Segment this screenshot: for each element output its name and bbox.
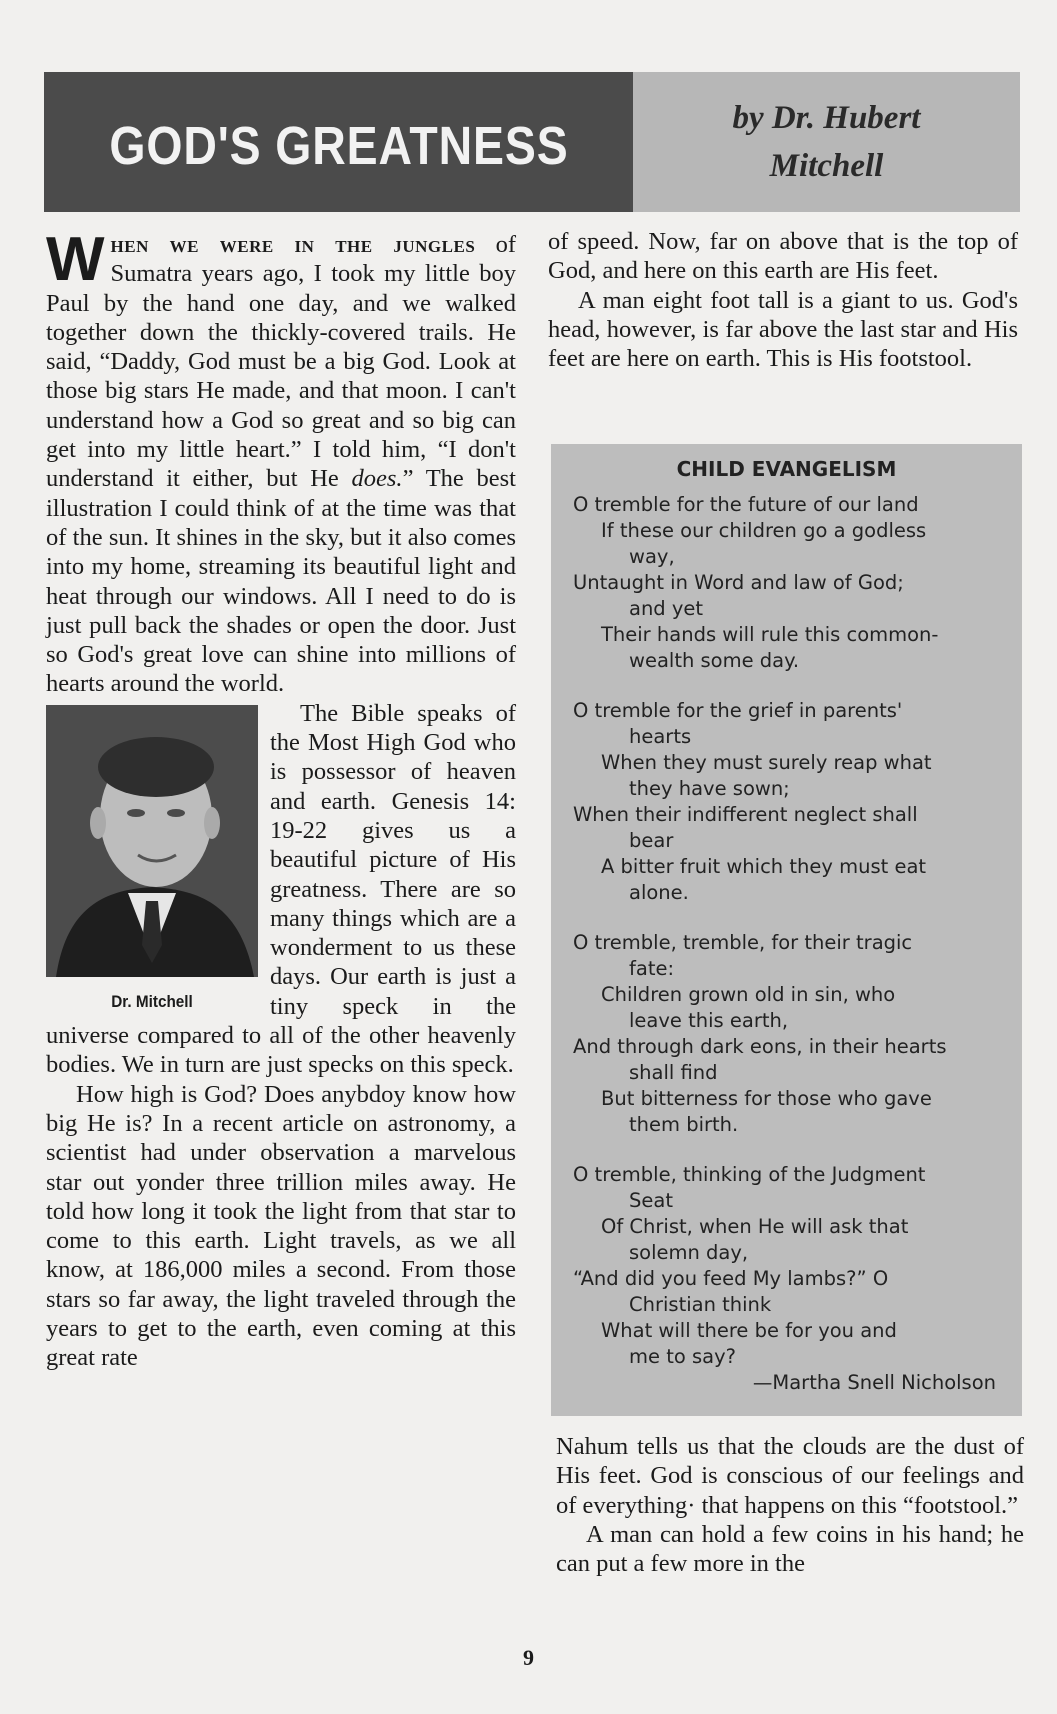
paragraph-6: A man can hold a few coins in his hand; he can put a few more in the bbox=[556, 1520, 1024, 1578]
article-header bbox=[44, 72, 1020, 212]
poem-line: O tremble for the grief in parents' bbox=[573, 699, 903, 722]
poem-line: solemn day, bbox=[629, 1241, 749, 1264]
poem-stanza-3 bbox=[551, 930, 1022, 1138]
paragraph-5: Nahum tells us that the clouds are the dust of His feet. God is conscious of our feelings and of everything· that happens on this “footstool.” bbox=[556, 1433, 1024, 1519]
poem-stanza-2 bbox=[551, 698, 1022, 906]
author-photo bbox=[46, 705, 258, 977]
left-column bbox=[46, 225, 517, 1373]
portrait-image bbox=[46, 705, 258, 977]
poem-line: Christian think bbox=[629, 1293, 772, 1316]
poem-line: O tremble for the future of our land bbox=[573, 493, 919, 516]
author-photo-figure bbox=[46, 705, 258, 1016]
poem-line: What will there be for you and bbox=[601, 1319, 897, 1342]
poem-line: Seat bbox=[629, 1189, 673, 1212]
poem-line: Of Christ, when He will ask that bbox=[601, 1215, 909, 1238]
byline-line-1: by Dr. Hubert bbox=[732, 100, 921, 136]
poem-line: And through dark eons, in their hearts bbox=[573, 1035, 947, 1058]
paragraph-4: A man eight foot tall is a giant to us. God's head, however, is far above the last star and His feet are here on earth. This is His footstool. bbox=[548, 286, 1018, 373]
page-number: 9 bbox=[523, 1645, 534, 1670]
poem-line: If these our children go a godless bbox=[601, 519, 927, 542]
paragraph-1-end: ” The best illustration I could think of at the time was that of the sun. It shines in the sky, but it also comes into my home, streaming its beautiful light and heat through our windows. All I need to do is just pull back the shades or open the door. Just so God's great love can shine into millions of hearts around the world. bbox=[46, 465, 516, 698]
poem-line: Their hands will rule this common- bbox=[601, 623, 939, 646]
paragraph-2-text: The Bible speaks of the Most High God who is possessor of heaven and earth. Genesis 14: 19-22 gives us a beautiful picture of His greatness. There are so many things which are a wonderment to us these days. Our earth is just a tiny speck in the universe compared to all of the other heavenly bodies. We in turn are just specks on this speck. bbox=[46, 699, 516, 1079]
byline-block bbox=[633, 72, 1020, 212]
paragraph-1-italic: does. bbox=[351, 465, 403, 493]
poem-line: O tremble, tremble, for their tragic bbox=[573, 931, 913, 954]
poem-line: shall find bbox=[629, 1061, 718, 1084]
byline-line-2: Mitchell bbox=[769, 148, 884, 184]
poem-line: But bitterness for those who gave bbox=[601, 1087, 932, 1110]
poem-line: “And did you feed My lambs?” O bbox=[573, 1267, 889, 1290]
poem-line: When they must surely reap what bbox=[601, 751, 932, 774]
paragraph-2 bbox=[46, 699, 516, 1080]
poem-line: Untaught in Word and law of God; bbox=[573, 571, 904, 594]
poem-line: O tremble, thinking of the Judgment bbox=[573, 1163, 926, 1186]
photo-caption: Dr. Mitchell bbox=[111, 991, 193, 1011]
poem-line: me to say? bbox=[629, 1345, 736, 1368]
lead-smallcaps: hen we were in the jungles bbox=[110, 231, 476, 258]
title-block bbox=[44, 72, 633, 212]
poem-line: way, bbox=[629, 545, 675, 568]
paragraph-3-continued: of speed. Now, far on above that is the top of God, and here on this earth are His feet. bbox=[548, 228, 1018, 285]
poem-line: leave this earth, bbox=[629, 1009, 789, 1032]
drop-cap: W bbox=[46, 225, 105, 294]
paragraph-1 bbox=[46, 225, 517, 699]
poem-author: —Martha Snell Nicholson bbox=[752, 1371, 996, 1394]
poem-line: alone. bbox=[629, 881, 689, 904]
poem-line: When their indifferent neglect shall bbox=[573, 803, 918, 826]
poem-line: they have sown; bbox=[629, 777, 790, 800]
poem-line: fate: bbox=[629, 957, 675, 980]
poem-line: Children grown old in sin, who bbox=[601, 983, 896, 1006]
poem-sidebar bbox=[551, 444, 1022, 1416]
poem-line: wealth some day. bbox=[629, 649, 800, 672]
poem-line: and yet bbox=[629, 597, 704, 620]
right-column-bottom bbox=[556, 1432, 1024, 1578]
poem-stanza-4 bbox=[551, 1162, 1022, 1370]
poem-line: A bitter fruit which they must eat bbox=[601, 855, 927, 878]
poem-line: bear bbox=[629, 829, 674, 852]
poem-stanza-1 bbox=[551, 492, 1022, 674]
right-column-top bbox=[548, 227, 1018, 373]
paragraph-1-text: of Sumatra years ago, I took my little boy Paul by the hand one day, and we walked together down the thickly-covered trails. He said, “Daddy, God must be a big God. Look at those big stars He made, and that moon. I can't understand how a God so great and so big can get into my little heart.” I told him, “I don't understand it either, but He bbox=[46, 231, 517, 493]
poem-line: them birth. bbox=[629, 1113, 739, 1136]
paragraph-3: How high is God? Does anybdoy know how big He is? In a recent article on astronomy, a scientist had under observation a marvelous star out yonder three trillion miles away. He told how long it took the light from that star to come to this earth. Light travels, as we all know, at 186,000 miles a second. From those stars so far away, the light traveled through the years to get to the earth, even coming at this great rate bbox=[46, 1080, 516, 1372]
poem-title: CHILD EVANGELISM bbox=[676, 457, 897, 481]
article-title: GOD'S GREATNESS bbox=[108, 116, 569, 176]
poem-line: hearts bbox=[629, 725, 692, 748]
